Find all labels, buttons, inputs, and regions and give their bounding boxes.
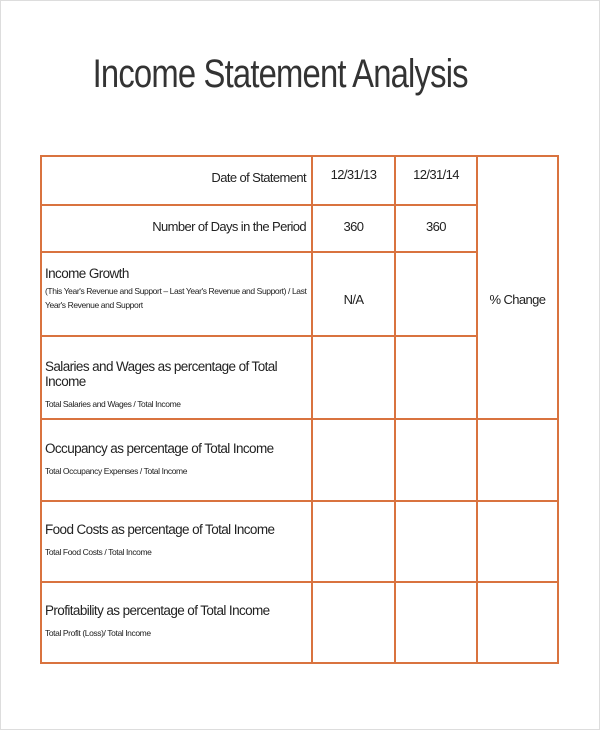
table-border (40, 204, 478, 206)
table-border (40, 500, 559, 502)
row-formula: Total Profit (Loss)/ Total Income (45, 628, 151, 638)
date-label: Date of Statement (211, 170, 306, 185)
row-profitability (45, 603, 307, 640)
row-title: Salaries and Wages as percentage of Total Income (45, 359, 278, 389)
table-border (40, 155, 559, 157)
days-label: Number of Days in the Period (152, 219, 306, 234)
days-1: 360 (343, 219, 364, 234)
row-title: Food Costs as percentage of Total Income (45, 522, 275, 537)
income-growth-value: N/A (343, 292, 364, 307)
row-occupancy (45, 441, 307, 478)
table-border (557, 155, 559, 664)
table-border (476, 155, 478, 664)
document-title: Income Statement Analysis (92, 52, 468, 96)
row-formula: (This Year's Revenue and Support – Last Year's Revenue and Support) / Last Year's Revenue and Support (45, 286, 307, 310)
row-formula: Total Salaries and Wages / Total Income (45, 399, 181, 409)
row-formula: Total Food Costs / Total Income (45, 547, 152, 557)
row-salaries (45, 359, 307, 411)
table-border (40, 155, 42, 664)
date-2: 12/31/14 (413, 167, 459, 182)
table-border (40, 662, 559, 664)
row-title: Income Growth (45, 266, 129, 281)
row-title: Occupancy as percentage of Total Income (45, 441, 274, 456)
date-1: 12/31/13 (330, 167, 377, 182)
row-income-growth (45, 266, 307, 312)
table-border (40, 335, 478, 337)
row-food-costs (45, 522, 307, 559)
days-2: 360 (426, 219, 446, 234)
table-border (40, 251, 478, 253)
table-border (40, 581, 559, 583)
change-label: % Change (489, 292, 546, 307)
row-title: Profitability as percentage of Total Income (45, 603, 270, 618)
row-formula: Total Occupancy Expenses / Total Income (45, 466, 188, 476)
table-border (40, 418, 559, 420)
